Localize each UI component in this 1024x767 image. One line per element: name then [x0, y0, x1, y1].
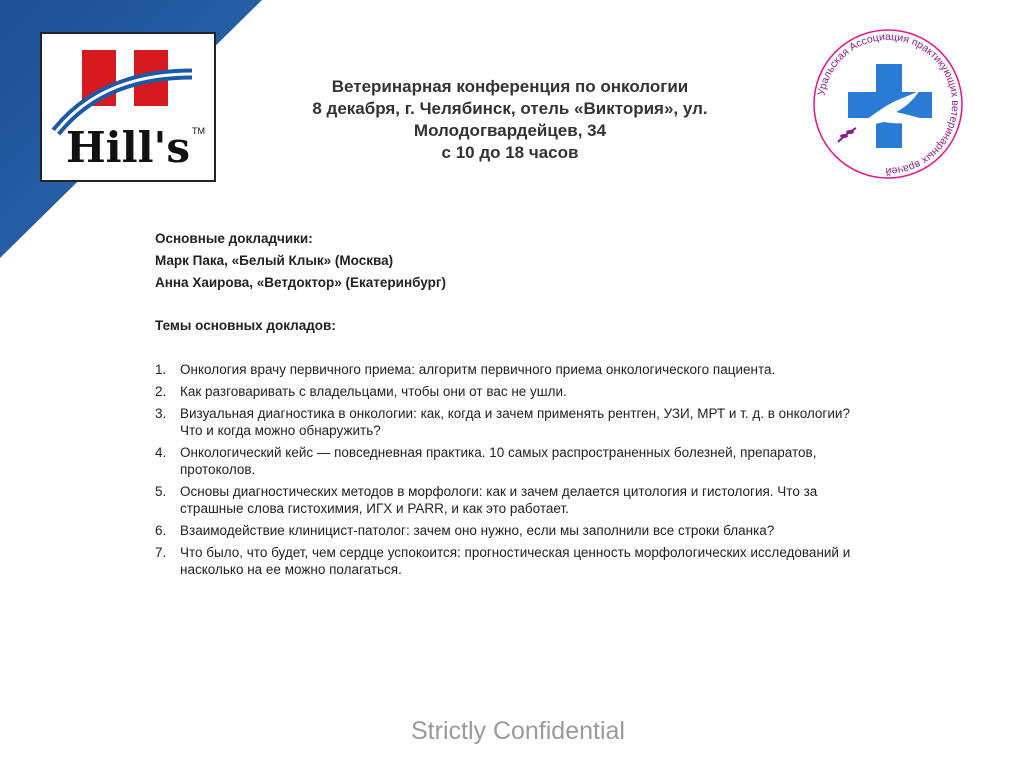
brand-name: Hill's — [66, 123, 191, 172]
item-text: Как разговаривать с владельцами, чтобы они от вас не ушли. — [180, 384, 567, 399]
list-item — [155, 383, 855, 400]
item-number: 5. — [155, 484, 167, 499]
list-item — [155, 522, 855, 539]
brand-trademark: TM — [192, 126, 205, 136]
header-line-title: Ветеринарная конференция по онкологии — [331, 77, 689, 96]
speakers-section — [155, 228, 855, 294]
list-item — [155, 544, 855, 578]
list-item — [155, 483, 855, 517]
item-text: Онкологический кейс — повседневная практика. 10 самых распространенных болезней, препаратов, протоколов. — [180, 445, 817, 477]
item-text: Основы диагностических методов в морфологи: как и зачем делается цитология и гистология. Что за страшные слова гистохимия, ИГХ и PARR, и как это работает. — [180, 484, 818, 516]
item-number: 4. — [155, 445, 167, 460]
speakers-title: Основные докладчики: — [155, 231, 313, 246]
item-number: 7. — [155, 545, 167, 560]
association-logo — [808, 24, 968, 184]
item-text: Что было, что будет, чем сердце успокоится: прогностическая ценность морфологических исследований и насколько на ее можно полагаться. — [180, 545, 851, 577]
item-text: Визуальная диагностика в онкологии: как, когда и зачем применять рентген, УЗИ, МРТ и т. д. в онкологии? Что и когда можно обнаружить? — [180, 406, 850, 438]
item-text: Онкология врачу первичного приема: алгоритм первичного приема онкологического пациента. — [180, 362, 776, 377]
hills-logo — [40, 32, 216, 182]
list-item — [155, 444, 855, 478]
header-line-street: Молодогвардейцев, 34 — [413, 121, 607, 140]
item-number: 6. — [155, 523, 167, 538]
item-number: 3. — [155, 406, 167, 421]
header-line-date: 8 декабря, г. Челябинск, отель «Виктория», ул. — [312, 99, 708, 118]
list-item — [155, 405, 855, 439]
speaker-item: Марк Пака, «Белый Клык» (Москва) — [155, 253, 394, 268]
conference-header — [250, 76, 770, 164]
topics-title: Темы основных докладов: — [155, 318, 336, 333]
item-number: 2. — [155, 384, 167, 399]
association-name: Уральская Ассоциация практикующих ветеринарных врачей — [815, 30, 962, 178]
confidential-footer: Strictly Confidential — [411, 717, 625, 745]
item-text: Взаимодействие клиницист-патолог: зачем оно нужно, если мы заполнили все строки бланка? — [180, 523, 775, 538]
speaker-item: Анна Хаирова, «Ветдоктор» (Екатеринбург) — [155, 275, 446, 290]
header-line-time: с 10 до 18 часов — [441, 143, 579, 162]
item-number: 1. — [155, 362, 167, 377]
list-item — [155, 361, 855, 378]
topics-list — [155, 361, 855, 583]
